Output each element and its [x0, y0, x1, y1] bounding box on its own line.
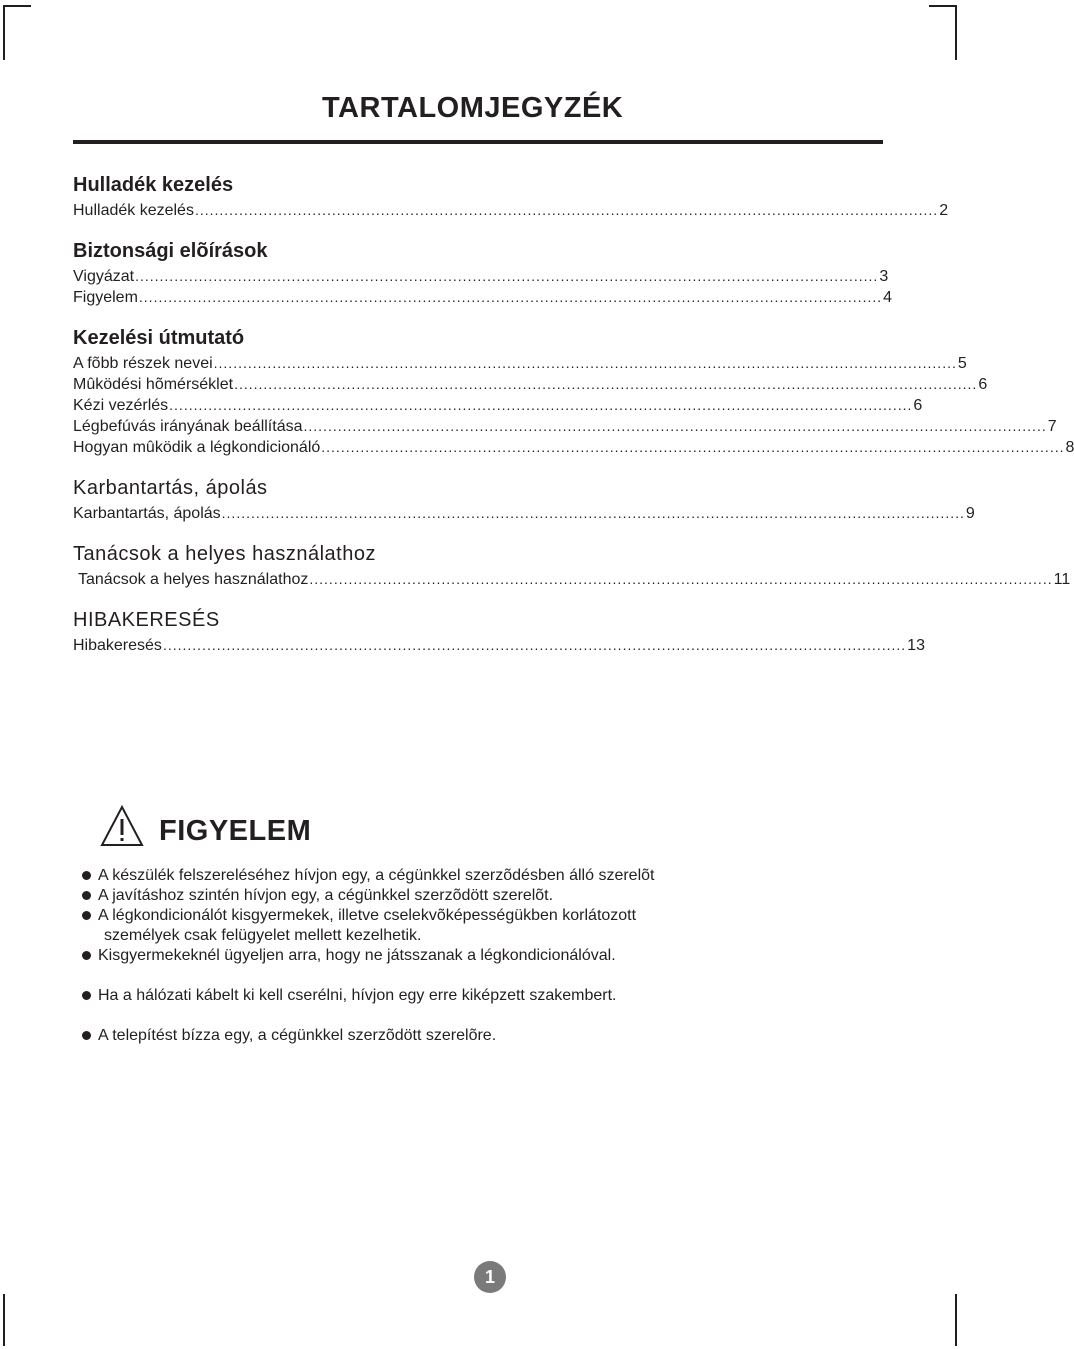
toc-leader-dots: ........................................................................................................................................................ — [135, 268, 879, 284]
toc-entry-page: 8 — [1065, 439, 1074, 456]
toc-section-heading: Hulladék kezelés — [73, 174, 234, 196]
bullet-icon — [82, 891, 91, 900]
toc-entry[interactable] — [73, 635, 925, 656]
toc-section-heading: HIBAKERESÉS — [73, 609, 220, 631]
warning-item-text: Ha a hálózati kábelt ki kell cserélni, hívjon egy erre kiképzett szakembert. — [98, 987, 617, 1004]
warning-item — [80, 946, 880, 966]
toc-entry-page: 4 — [883, 289, 893, 306]
toc-section — [73, 323, 1074, 458]
warning-item-text: Kisgyermekeknél ügyeljen arra, hogy ne játsszanak a légkondicionálóval. — [98, 947, 616, 964]
toc-entry[interactable] — [73, 437, 1074, 458]
toc-entry-page: 3 — [879, 268, 889, 285]
toc-section — [73, 473, 975, 524]
warning-title: FIGYELEM — [159, 815, 312, 847]
toc-entry-text: Vigyázat — [73, 268, 135, 285]
toc-entry[interactable] — [73, 569, 1071, 590]
toc-entry-text: Hogyan mûködik a légkondicionáló — [73, 439, 321, 456]
warning-item — [80, 986, 880, 1006]
toc-entry-text: Tanácsok a helyes használathoz — [78, 571, 309, 588]
toc-entry[interactable] — [73, 416, 1057, 437]
toc-entry-text: A fõbb részek nevei — [73, 355, 213, 372]
toc-section — [73, 539, 1071, 590]
toc-entry-page: 5 — [957, 355, 967, 372]
toc-entry-text: Mûködési hõmérséklet — [73, 376, 234, 393]
crop-mark — [955, 1294, 957, 1346]
toc-entry-page: 13 — [907, 637, 925, 654]
bullet-icon — [82, 871, 91, 880]
toc-section — [73, 236, 893, 308]
toc-leader-dots: ........................................................................................................................................................ — [303, 418, 1047, 434]
toc-leader-dots: ........................................................................................................................................................ — [321, 439, 1065, 455]
toc-entry[interactable] — [73, 395, 923, 416]
toc-leader-dots: ........................................................................................................................................................ — [194, 202, 939, 218]
toc-entry-text: Karbantartás, ápolás — [73, 505, 221, 522]
toc-leader-dots: ........................................................................................................................................................ — [309, 571, 1053, 587]
toc-section — [73, 605, 925, 656]
toc-entry[interactable] — [73, 374, 988, 395]
toc-section-heading: Biztonsági elõírások — [73, 240, 268, 262]
toc-entry-page: 6 — [978, 376, 988, 393]
warning-list — [80, 866, 880, 1046]
toc-leader-dots: ........................................................................................................................................................ — [234, 376, 978, 392]
toc-leader-dots: ........................................................................................................................................................ — [162, 637, 907, 653]
toc-entry-page: 6 — [913, 397, 923, 414]
toc-section-heading: Karbantartás, ápolás — [73, 477, 268, 499]
warning-item — [80, 866, 880, 886]
toc-section-heading: Tanácsok a helyes használathoz — [73, 543, 376, 565]
warning-item-continuation: személyek csak felügyelet mellett kezelhetik. — [104, 927, 422, 944]
warning-item-text: A telepítést bízza egy, a cégünkkel szerzõdött szerelõre. — [98, 1027, 497, 1044]
toc-entry-text: Hibakeresés — [73, 637, 162, 654]
toc-entry-text: Figyelem — [73, 289, 138, 306]
warning-item — [80, 906, 880, 946]
toc-leader-dots: ........................................................................................................................................................ — [138, 289, 883, 305]
toc-leader-dots: ........................................................................................................................................................ — [221, 505, 965, 521]
page-title: TARTALOMJEGYZÉK — [322, 92, 624, 124]
toc-leader-dots: ........................................................................................................................................................ — [169, 397, 913, 413]
toc-entry-text: Kézi vezérlés — [73, 397, 169, 414]
crop-mark — [3, 1294, 5, 1346]
page-number-badge: 1 — [474, 1261, 506, 1293]
bullet-icon — [82, 1031, 91, 1040]
warning-item-text: A készülék felszereléséhez hívjon egy, a cégünkkel szerzõdésben álló szerelõt — [98, 867, 655, 884]
toc-entry-text: Légbefúvás irányának beállítása — [73, 418, 303, 435]
toc-entry[interactable] — [73, 200, 949, 221]
toc-entry-page: 7 — [1047, 418, 1057, 435]
bullet-icon — [82, 911, 91, 920]
warning-item — [80, 1026, 880, 1046]
title-divider — [73, 140, 883, 144]
warning-item-text: A javításhoz szintén hívjon egy, a cégünkkel szerzõdött szerelõt. — [98, 887, 554, 904]
crop-mark — [955, 5, 957, 60]
warning-triangle-icon — [100, 805, 144, 847]
toc-leader-dots: ........................................................................................................................................................ — [213, 355, 957, 371]
table-of-contents — [73, 170, 1074, 671]
toc-section — [73, 170, 949, 221]
crop-mark — [929, 5, 957, 7]
toc-entry[interactable] — [73, 266, 889, 287]
bullet-icon — [82, 991, 91, 1000]
bullet-icon — [82, 951, 91, 960]
toc-entry-page: 9 — [965, 505, 975, 522]
warning-item-text: A légkondicionálót kisgyermekek, illetve cselekvõképességükben korlátozott — [98, 907, 637, 924]
toc-entry-page: 11 — [1053, 571, 1071, 588]
toc-entry[interactable] — [73, 503, 975, 524]
toc-entry-text: Hulladék kezelés — [73, 202, 194, 219]
toc-entry[interactable] — [73, 287, 893, 308]
crop-mark — [3, 5, 31, 7]
toc-entry-page: 2 — [939, 202, 949, 219]
toc-section-heading: Kezelési útmutató — [73, 327, 245, 349]
warning-item — [80, 886, 880, 906]
toc-entry[interactable] — [73, 353, 967, 374]
crop-mark — [3, 5, 5, 60]
